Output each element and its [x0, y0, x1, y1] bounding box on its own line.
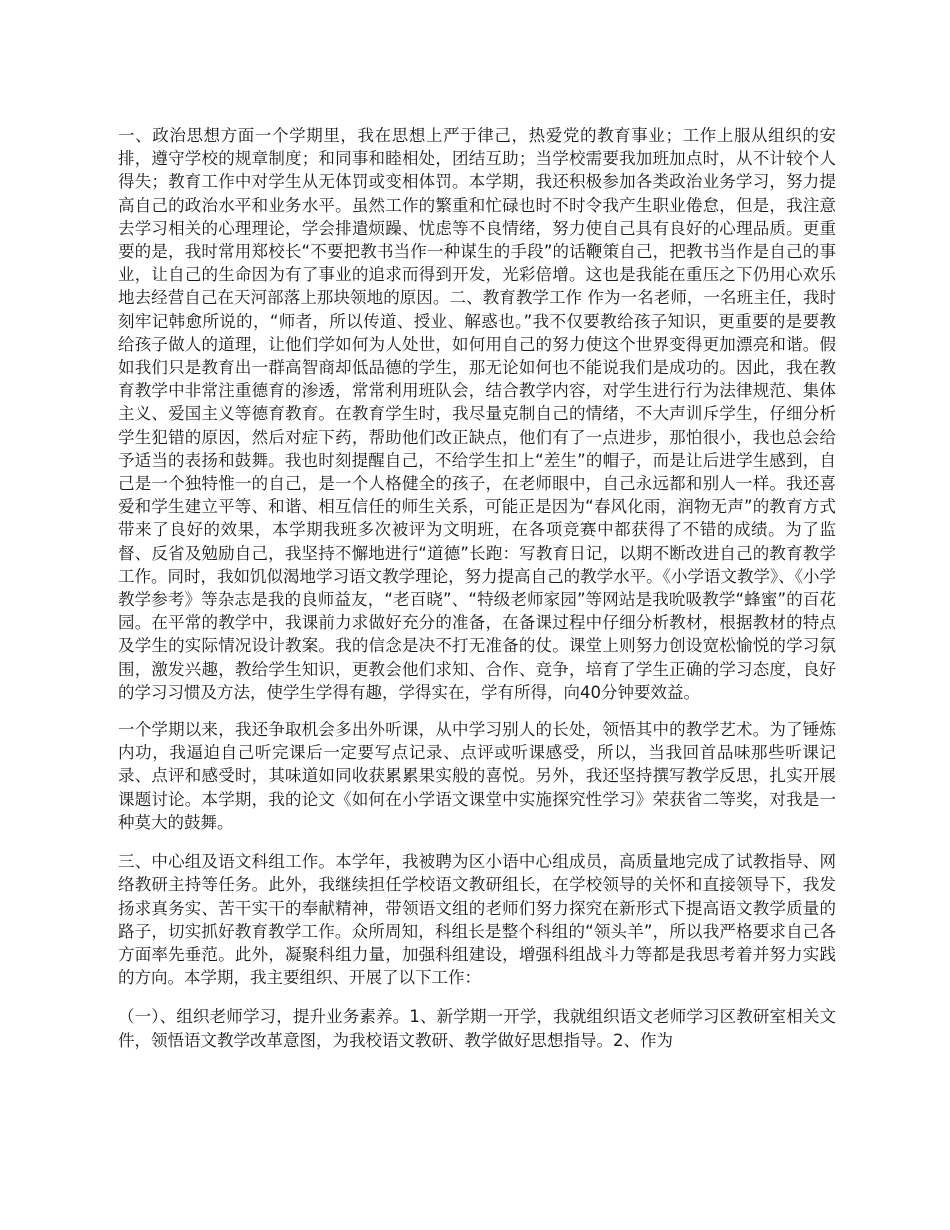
paragraph-organize-teacher-study: （一）、组织老师学习，提升业务素养。1、新学期一开学，我就组织语文老师学习区教研室相关文件，领悟语文教学改革意图，为我校语文教研、教学做好思想指导。2、作为: [118, 1007, 836, 1050]
paragraph-political-and-teaching: 一、政治思想方面一个学期里，我在思想上严于律己，热爱党的教育事业；工作上服从组织的安排，遵守学校的规章制度；和同事和睦相处，团结互助；当学校需要我加班加点时，从不计较个人得失；教育工作中对学生从无体罚或变相体罚。本学期，我还积极参加各类政治业务学习，努力提高自己的政治水平和业务水平。虽然工作的繁重和忙碌也时不时令我产生职业倦怠，但是，我注意去学习相关的心理理论，学会排遣烦躁、忧虑等不良情绪，努力使自己具有良好的心理品质。更重要的是，我时常用郑校长“不要把教书当作一种谋生的手段”的话鞭策自己，把教书当作是自己的事业，让自己的生命因为有了事业的追求而得到开发，光彩倍增。这也是我能在重压之下仍用心欢乐地去经营自己在天河部落上那块领地的原因。二、教育教学工作 作为一名老师，一名班主任，我时刻牢记韩愈所说的，“师者，所以传道、授业、解惑也。”我不仅要教给孩子知识，更重要的是要教给孩子做人的道理，让他们学如何为人处世，如何用自己的努力使这个世界变得更加漂亮和谐。假如我们只是教育出一群高智商却低品德的学生，那无论如何也不能说我们是成功的。因此，我在教育教学中非常注重德育的渗透，常常利用班队会，结合教学内容，对学生进行行为法律规范、集体主义、爱国主义等德育教育。在教育学生时，我尽量克制自己的情绪，不大声训斥学生，仔细分析学生犯错的原因，然后对症下药，帮助他们改正缺点，他们有了一点进步，那怕很小，我也总会给予适当的表扬和鼓舞。我也时刻提醒自己，不给学生扣上“差生”的帽子，而是让后进学生感到，自己是一个独特惟一的自己，是一个人格健全的孩子，在老师眼中，自己永远都和别人一样。我还喜爱和学生建立平等、和谐、相互信任的师生关系，可能正是因为“春风化雨，润物无声”的教育方式带来了良好的效果，本学期我班多次被评为文明班，在各项竞赛中都获得了不错的成绩。为了监督、反省及勉励自己，我坚持不懈地进行“道德”长跑：写教育日记，以期不断改进自己的教育教学工作。同时，我如饥似渴地学习语文教学理论，努力提高自己的教学水平。《小学语文教学》、《小学教学参考》等杂志是我的良师益友，“老百晓”、“特级老师家园”等网站是我吮吸教学“蜂蜜”的百花园。在平常的教学中，我课前力求做好充分的准备，在备课过程中仔细分析教材，根据教材的特点及学生的实际情况设计教案。我的信念是决不打无准备的仗。课堂上则努力创设宽松愉悦的学习氛围，激发兴趣，教给学生知识，更教会他们求知、合作、竞争，培育了学生正确的学习态度，良好的学习习惯及方法，使学生学得有趣，学得实在，学有所得，向40分钟要效益。: [118, 126, 836, 702]
document-page: [118, 124, 836, 1068]
paragraph-subject-group-work: 三、中心组及语文科组工作。本学年，我被聘为区小语中心组成员，高质量地完成了试教指导、网络教研主持等任务。此外，我继续担任学校语文教研组长，在学校领导的关怀和直接领导下，我发扬求真务实、苦干实干的奉献精神，带领语文组的老师们努力探究在新形式下提高语文教学质量的路子，切实抓好教育教学工作。众所周知，科组长是整个科组的“领头羊”，所以我严格要求自己各方面率先垂范。此外，凝聚科组力量，加强科组建设，增强科组战斗力等都是我思考着并努力实践的方向。本学期，我主要组织、开展了以下工作：: [118, 852, 836, 988]
paragraph-lesson-observation: 一个学期以来，我还争取机会多出外听课，从中学习别人的长处，领悟其中的教学艺术。为了锤炼内功，我逼迫自己听完课后一定要写点记录、点评或听课感受，所以，当我回首品味那些听课记录、点评和感受时，其味道如同收获累累果实般的喜悦。另外，我还坚持撰写教学反思，扎实开展课题讨论。本学期，我的论文《如何在小学语文课堂中实施探究性学习》荣获省二等奖，对我是一种莫大的鼓舞。: [118, 720, 836, 832]
